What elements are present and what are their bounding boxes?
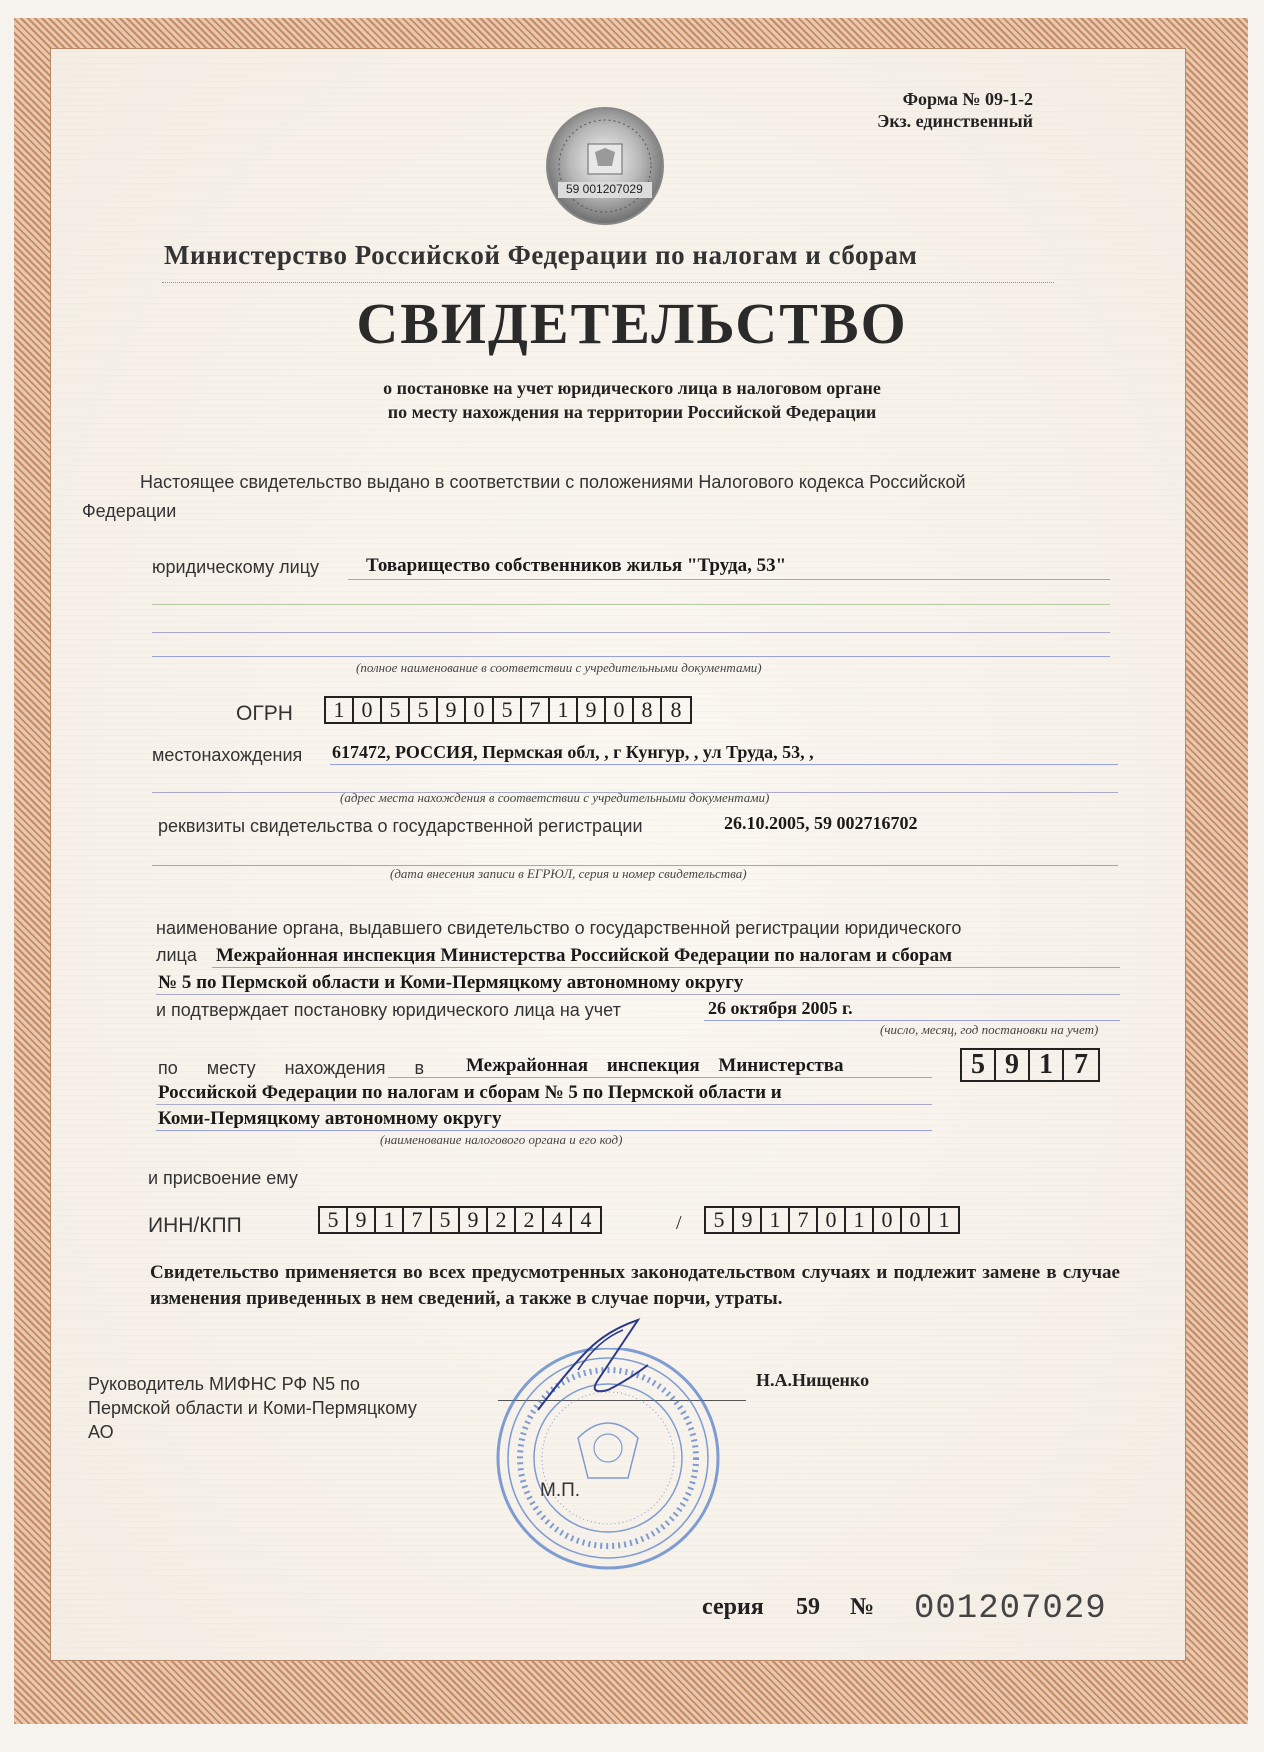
ogrn-digit: 5 — [410, 698, 438, 722]
tax-office-code-digit: 1 — [1030, 1050, 1064, 1080]
inn-digit: 1 — [376, 1208, 404, 1232]
kpp-digit: 0 — [818, 1208, 846, 1232]
tax-office-value-1: Межрайонная инспекция Министерства — [466, 1055, 844, 1076]
hologram-icon — [540, 104, 670, 233]
inn-kpp-label: ИНН/КПП — [148, 1214, 242, 1237]
ogrn-digit: 1 — [550, 698, 578, 722]
tax-office-rule-3 — [156, 1130, 932, 1131]
tax-office-value-2: Российской Федерации по налогам и сборам № 5 по Пермской области и — [158, 1082, 782, 1103]
kpp-digit: 0 — [902, 1208, 930, 1232]
kpp-digit: 5 — [706, 1208, 734, 1232]
entity-name: Товарищество собственников жилья "Труда, 53" — [366, 555, 787, 576]
certificate-subtitle-2: по месту нахождения на территории Российской Федерации — [387, 402, 877, 422]
tax-office-code-digit: 7 — [1074, 1049, 1088, 1080]
kpp-digit: 9 — [734, 1208, 762, 1232]
confirm-label: и подтверждает постановку юридического лица на учет — [156, 1000, 621, 1020]
confirm-date: 26 октября 2005 г. — [708, 998, 853, 1018]
issuer-rule-1 — [212, 967, 1120, 968]
ogrn-digit: 7 — [522, 698, 550, 722]
tax-office-note: (наименование налогового органа и его код) — [380, 1132, 623, 1147]
tax-office-code-digit: 5 — [962, 1050, 996, 1080]
registration-value: 26.10.2005, 59 002716702 — [724, 813, 918, 833]
tax-office-rule-1 — [388, 1077, 932, 1078]
ogrn-digit: 5 — [494, 698, 522, 722]
inn-kpp-separator: / — [676, 1212, 682, 1234]
tax-office-rule-2 — [156, 1104, 932, 1105]
signature-icon — [528, 1310, 668, 1425]
kpp-digit: 7 — [790, 1208, 818, 1232]
entity-rule-3 — [152, 632, 1110, 633]
signatory-position-3: АО — [88, 1422, 114, 1442]
ogrn-digit: 9 — [578, 698, 606, 722]
tax-office-value-3: Коми-Пермяцкому автономному округу — [158, 1108, 502, 1129]
entity-rule-2 — [152, 604, 1110, 605]
tax-office-code-digits — [960, 1048, 1100, 1082]
registration-label: реквизиты свидетельства о государственной регистрации — [158, 816, 643, 836]
inn-digit: 2 — [488, 1208, 516, 1232]
registration-note: (дата внесения записи в ЕГРЮЛ, серия и номер свидетельства) — [390, 866, 747, 881]
entity-note: (полное наименование в соответствии с учредительными документами) — [356, 660, 762, 675]
tax-office-label: по месту нахождения в — [158, 1058, 425, 1078]
ogrn-digit: 0 — [606, 698, 634, 722]
location-label: местонахождения — [152, 745, 303, 765]
inn-digit: 9 — [348, 1208, 376, 1232]
kpp-digit: 1 — [846, 1208, 874, 1232]
issuer-label-1: наименование органа, выдавшего свидетельство о государственной регистрации юридического — [156, 918, 962, 938]
kpp-digit: 0 — [874, 1208, 902, 1232]
inn-digit: 4 — [580, 1207, 592, 1232]
ogrn-digits — [324, 696, 692, 724]
ministry-title: Министерство Российской Федерации по налогам и сборам — [164, 240, 918, 270]
form-copy: Экз. единственный — [877, 111, 1033, 131]
intro-line-2: Федерации — [82, 501, 177, 521]
tax-office-code-digit: 9 — [996, 1050, 1030, 1080]
inn-digit: 9 — [460, 1208, 488, 1232]
kpp-digit: 1 — [762, 1208, 790, 1232]
issuer-rule-2 — [156, 994, 1120, 995]
serial-series: 59 — [796, 1594, 820, 1620]
ogrn-digit: 9 — [438, 698, 466, 722]
assign-label: и присвоение ему — [148, 1168, 298, 1188]
ogrn-digit: 0 — [354, 698, 382, 722]
entity-rule-1 — [348, 579, 1110, 580]
ogrn-digit: 8 — [670, 697, 682, 722]
serial-number: 001207029 — [914, 1590, 1107, 1628]
issuer-value-1: Межрайонная инспекция Министерства Российской Федерации по налогам и сборам — [216, 945, 953, 966]
inn-digit: 4 — [544, 1208, 572, 1232]
signatory-position-1: Руководитель МИФНС РФ N5 по — [88, 1374, 360, 1394]
form-number: Форма № 09-1-2 — [902, 89, 1033, 109]
ministry-rule — [162, 282, 1054, 283]
confirm-rule — [704, 1020, 1120, 1021]
stamp-place: М.П. — [540, 1480, 581, 1501]
issuer-value-2: № 5 по Пермской области и Коми-Пермяцкому автономному округу — [158, 972, 744, 993]
serial-label: серия — [702, 1594, 764, 1620]
inn-digit: 5 — [320, 1208, 348, 1232]
ogrn-digit: 0 — [466, 698, 494, 722]
intro-line-1: Настоящее свидетельство выдано в соответствии с положениями Налогового кодекса Российской — [140, 472, 966, 492]
signatory-position-2: Пермской области и Коми-Пермяцкому — [88, 1398, 417, 1418]
serial-no-sign: № — [850, 1594, 875, 1620]
inn-digits — [318, 1206, 602, 1234]
ogrn-digit: 5 — [382, 698, 410, 722]
signatory-position — [88, 1372, 417, 1444]
form-info — [877, 88, 1033, 132]
confirm-note: (число, месяц, год постановки на учет) — [880, 1022, 1099, 1037]
hologram-serial: 59 001207029 — [566, 182, 643, 196]
signatory-name: Н.А.Нищенко — [756, 1370, 870, 1390]
kpp-digits — [704, 1206, 960, 1234]
clause-text: Свидетельство применяется во всех предусмотренных законодательством случаях и подлежит замене в случае изменения приведенных в нем сведений, а также в случае порчи, утраты. — [150, 1262, 1120, 1309]
certificate-subtitle-1: о постановке на учет юридического лица в налоговом органе — [383, 378, 881, 398]
location-value: 617472, РОССИЯ, Пермская обл, , г Кунгур, , ул Труда, 53, , — [332, 742, 814, 762]
certificate-title: СВИДЕТЕЛЬСТВО — [356, 291, 908, 356]
kpp-digit: 1 — [938, 1207, 950, 1232]
inn-digit: 7 — [404, 1208, 432, 1232]
ogrn-digit: 8 — [634, 698, 662, 722]
location-note: (адрес места нахождения в соответствии с учредительными документами) — [340, 790, 770, 805]
ogrn-label: ОГРН — [236, 702, 293, 725]
location-rule-1 — [330, 764, 1118, 765]
ogrn-digit: 1 — [326, 698, 354, 722]
inn-digit: 5 — [432, 1208, 460, 1232]
entity-rule-4 — [152, 656, 1110, 657]
issuer-label-2: лица — [156, 945, 197, 965]
inn-digit: 2 — [516, 1208, 544, 1232]
entity-label: юридическому лицу — [152, 557, 320, 577]
